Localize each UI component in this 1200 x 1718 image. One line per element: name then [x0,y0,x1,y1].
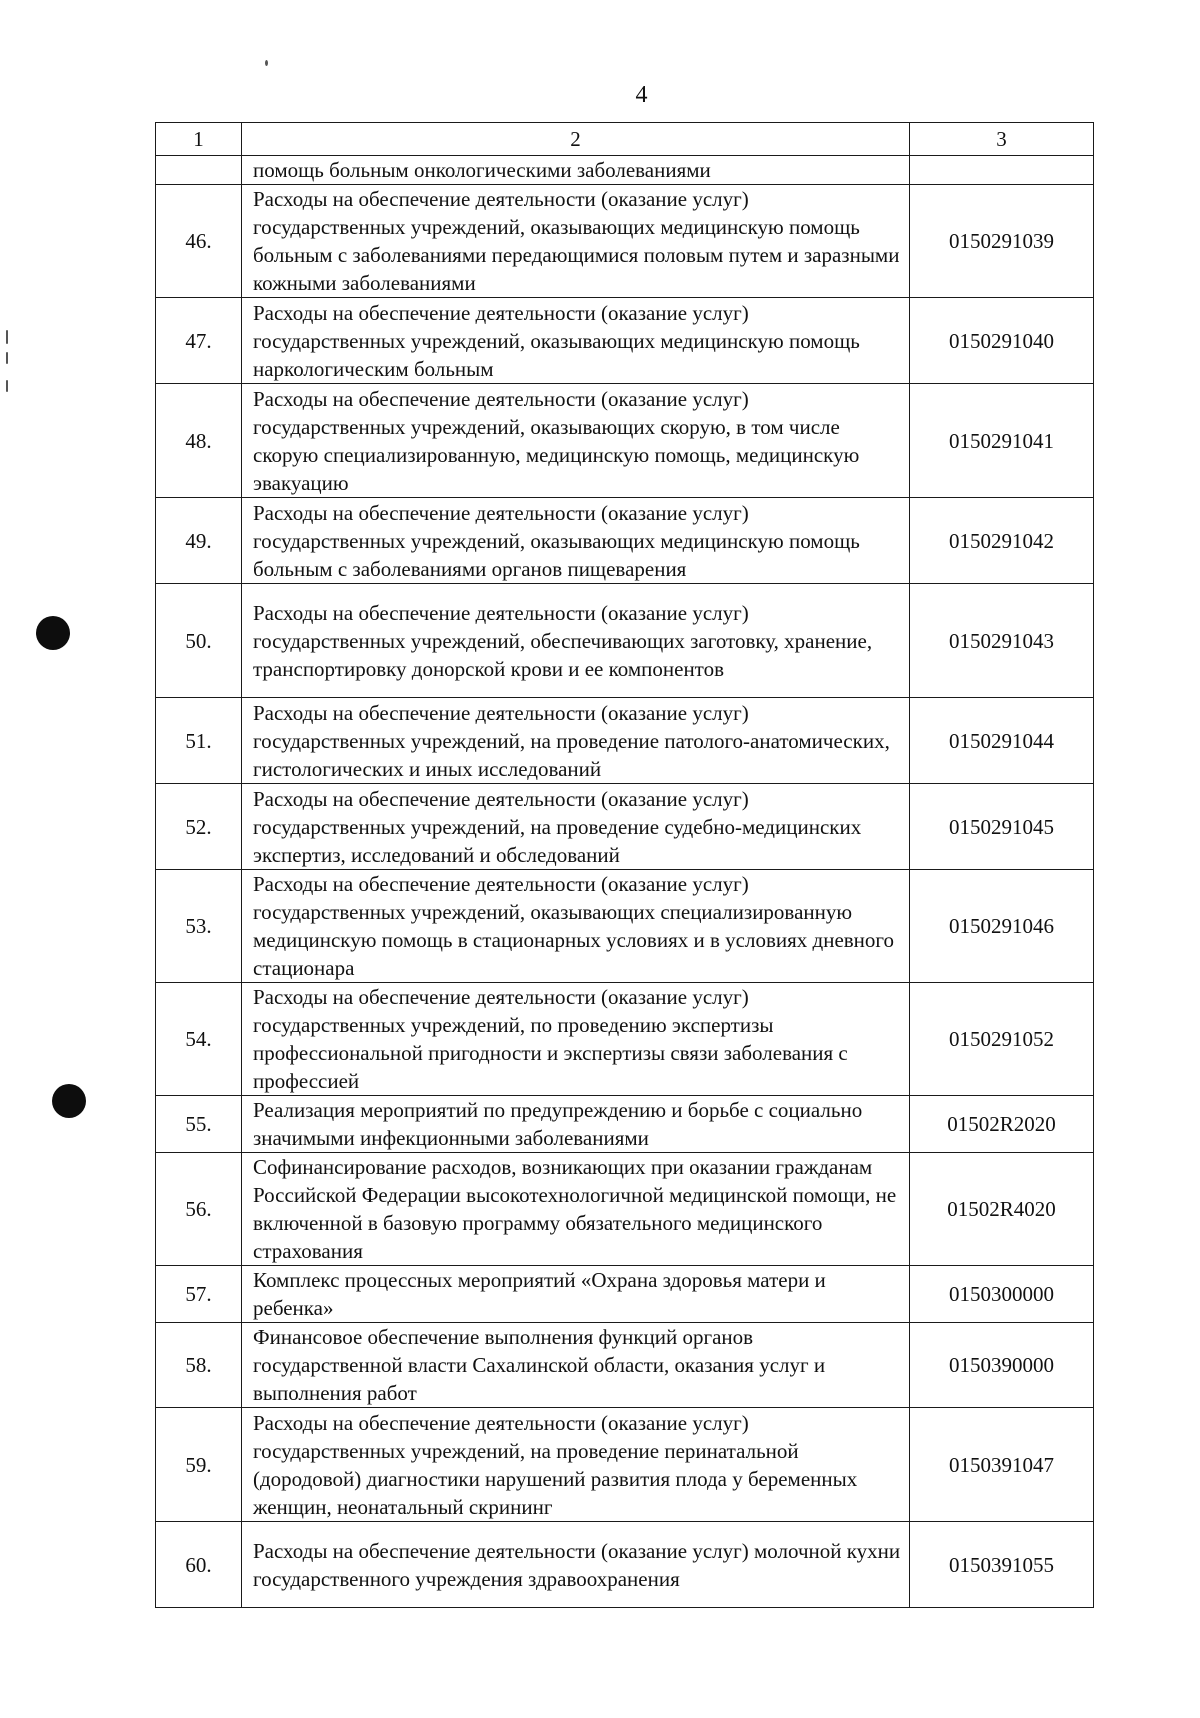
row-description: Расходы на обеспечение деятельности (оказание услуг) государственных учреждений, оказывающих специализированную медицинскую помощь в стационарных условиях и в условиях дневного стационара [242,870,910,983]
table-row [156,983,1094,1096]
column-header: 1 [156,123,242,156]
row-description: Расходы на обеспечение деятельности (оказание услуг) государственных учреждений, на проведение судебно-медицинских экспертиз, исследований и обследований [242,784,910,870]
row-description: Расходы на обеспечение деятельности (оказание услуг) государственных учреждений, оказывающих медицинскую помощь больным с заболеваниями органов пищеварения [242,498,910,584]
row-description: помощь больным онкологическими заболеваниями [242,156,910,185]
row-description: Расходы на обеспечение деятельности (оказание услуг) государственных учреждений, оказывающих скорую, в том числе скорую специализированную, медицинскую помощь, медицинскую эвакуацию [242,384,910,498]
punch-hole [36,616,70,650]
table-row [156,784,1094,870]
table-row [156,1323,1094,1408]
table-row [156,384,1094,498]
row-number: 60. [156,1522,242,1608]
column-header: 2 [242,123,910,156]
row-number [156,156,242,185]
punch-hole [52,1084,86,1118]
row-number: 55. [156,1096,242,1153]
row-number: 49. [156,498,242,584]
table-row [156,498,1094,584]
column-header: 3 [910,123,1094,156]
row-number: 53. [156,870,242,983]
row-number: 47. [156,298,242,384]
row-description: Расходы на обеспечение деятельности (оказание услуг) государственных учреждений, на проведение патолого-анатомических, гистологических и иных исследований [242,698,910,784]
row-code: 0150300000 [910,1266,1094,1323]
row-number: 50. [156,584,242,698]
row-code: 0150291042 [910,498,1094,584]
row-code: 0150391047 [910,1408,1094,1522]
row-description: Расходы на обеспечение деятельности (оказание услуг) государственных учреждений, оказывающих медицинскую помощь больным с заболеваниями передающимися половым путем и заразными кожными заболеваниями [242,185,910,298]
table-row [156,1266,1094,1323]
row-code: 0150291043 [910,584,1094,698]
scan-speck [6,330,8,344]
row-code: 0150291045 [910,784,1094,870]
table-row [156,584,1094,698]
row-description: Расходы на обеспечение деятельности (оказание услуг) государственных учреждений, на проведение перинатальной (дородовой) диагностики нарушений развития плода у беременных женщин, неонатальный скрининг [242,1408,910,1522]
row-number: 57. [156,1266,242,1323]
row-code: 0150291040 [910,298,1094,384]
row-code: 01502R4020 [910,1153,1094,1266]
row-code: 01502R2020 [910,1096,1094,1153]
table-row [156,1096,1094,1153]
row-code [910,156,1094,185]
budget-code-table [155,122,1094,1608]
row-number: 52. [156,784,242,870]
row-description: Софинансирование расходов, возникающих при оказании гражданам Российской Федерации высокотехнологичной медицинской помощи, не включенной в базовую программу обязательного медицинского страхования [242,1153,910,1266]
row-number: 48. [156,384,242,498]
row-code: 0150291044 [910,698,1094,784]
scan-speck [6,352,8,364]
table-row [156,185,1094,298]
row-code: 0150291039 [910,185,1094,298]
header-row [156,123,1094,156]
row-description: Расходы на обеспечение деятельности (оказание услуг) молочной кухни государственного учреждения здравоохранения [242,1522,910,1608]
row-number: 54. [156,983,242,1096]
table-row [156,1153,1094,1266]
row-number: 56. [156,1153,242,1266]
table-row [156,298,1094,384]
row-code: 0150291046 [910,870,1094,983]
table-row [156,698,1094,784]
row-code: 0150291052 [910,983,1094,1096]
page-number: 4 [635,82,648,108]
row-number: 59. [156,1408,242,1522]
row-number: 51. [156,698,242,784]
row-description: Реализация мероприятий по предупреждению и борьбе с социально значимыми инфекционными заболеваниями [242,1096,910,1153]
row-number: 58. [156,1323,242,1408]
scan-speck [6,380,8,392]
row-number: 46. [156,185,242,298]
table-row [156,870,1094,983]
row-code: 0150391055 [910,1522,1094,1608]
row-code: 0150291041 [910,384,1094,498]
row-description: Финансовое обеспечение выполнения функций органов государственной власти Сахалинской области, оказания услуг и выполнения работ [242,1323,910,1408]
row-description: Комплекс процессных мероприятий «Охрана здоровья матери и ребенка» [242,1266,910,1323]
table-row [156,1522,1094,1608]
row-description: Расходы на обеспечение деятельности (оказание услуг) государственных учреждений, обеспечивающих заготовку, хранение, транспортировку донорской крови и ее компонентов [242,584,910,698]
continuation-row [156,156,1094,185]
scan-speck [265,60,268,66]
row-description: Расходы на обеспечение деятельности (оказание услуг) государственных учреждений, по проведению экспертизы профессиональной пригодности и экспертизы связи заболевания с профессией [242,983,910,1096]
row-description: Расходы на обеспечение деятельности (оказание услуг) государственных учреждений, оказывающих медицинскую помощь наркологическим больным [242,298,910,384]
row-code: 0150390000 [910,1323,1094,1408]
table-row [156,1408,1094,1522]
